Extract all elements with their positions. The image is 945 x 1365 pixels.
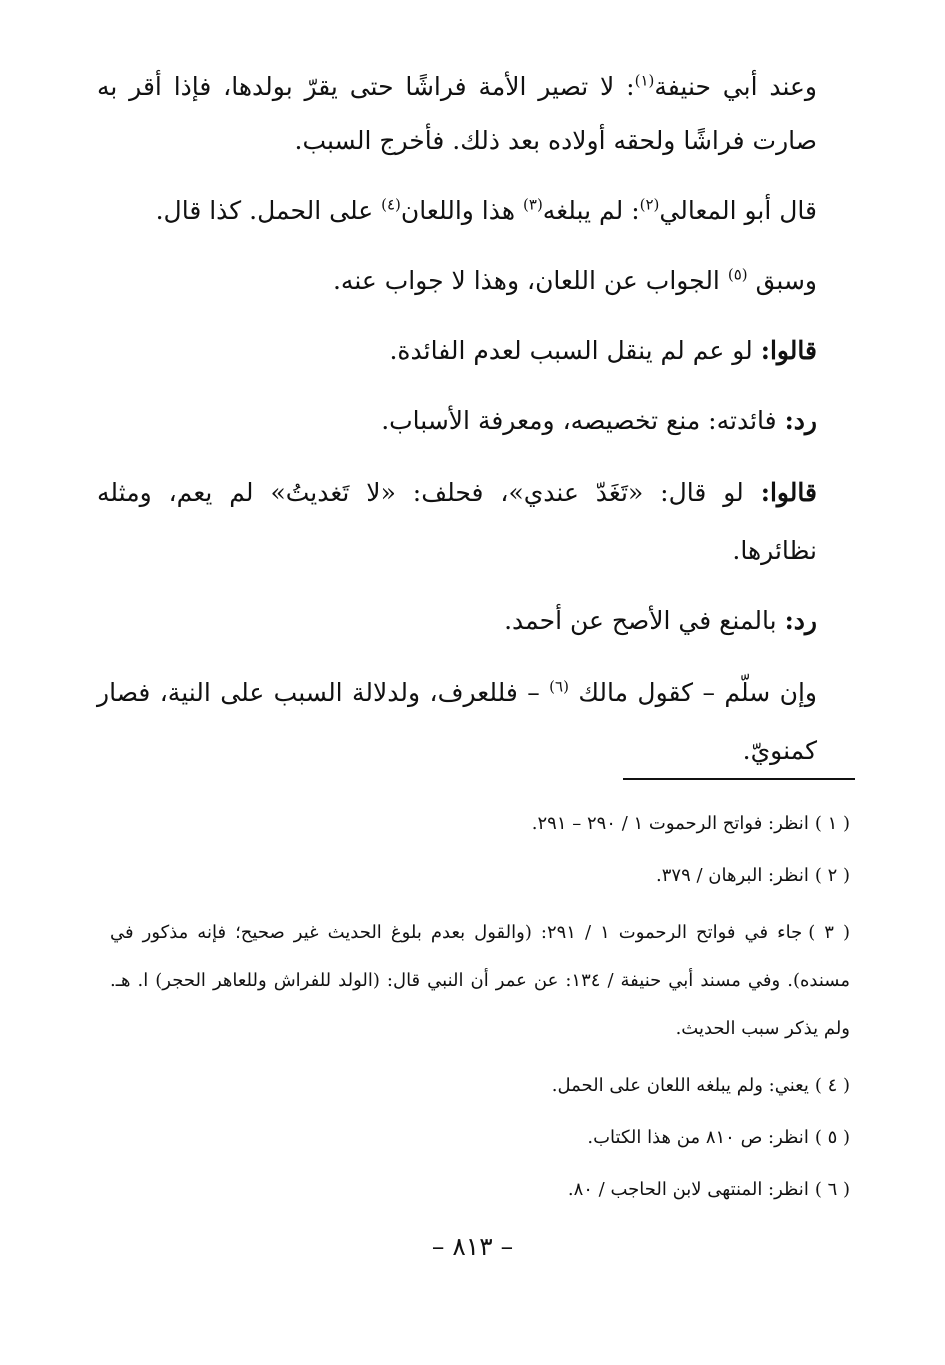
footnote-text: انظر: فواتح الرحموت ١ / ٢٩٠ – ٢٩١. <box>531 813 809 834</box>
paragraph-text: – فللعرف، ولدلالة السبب على النية، فصار كمنويّ. <box>97 678 817 765</box>
paragraph-text: : لا تصير الأمة فراشًا حتى يقرّ بولدها، فإذا أقر به صارت فراشًا ولحقه أولاده بعد ذلك. فأخرج السبب. <box>97 72 817 155</box>
footnote-ref[interactable]: (٢) <box>639 195 660 214</box>
paragraph-objection-1 <box>97 324 817 378</box>
paragraph-reply-1 <box>97 394 817 448</box>
footnote-number: ( ٥ ) <box>814 1127 850 1148</box>
paragraph-sabaq <box>97 254 817 308</box>
paragraph-text: : لم يبلغه <box>542 196 640 225</box>
footnote-5 <box>110 1119 850 1157</box>
footnotes-section <box>110 805 850 1223</box>
paragraph-abu-al-maali <box>97 184 817 238</box>
paragraph-text: فائدته: منع تخصيصه، ومعرفة الأسباب. <box>381 406 785 435</box>
paragraph-reply-2 <box>97 594 817 648</box>
footnote-ref[interactable]: (٦) <box>549 677 569 696</box>
footnote-3 <box>110 909 850 1053</box>
footnote-6 <box>110 1171 850 1209</box>
footnote-ref[interactable]: (٤) <box>381 195 401 214</box>
paragraph-abu-hanifa <box>97 60 817 168</box>
footnote-divider <box>623 778 855 780</box>
footnote-number: ( ٦ ) <box>814 1179 850 1200</box>
paragraph-concession <box>97 664 817 780</box>
paragraph-text: هذا واللعان <box>400 196 524 225</box>
footnote-number: ( ٣ ) <box>808 922 850 943</box>
footnote-number: ( ٤ ) <box>814 1075 850 1096</box>
footnote-ref[interactable]: (٥) <box>727 265 748 284</box>
footnote-ref[interactable]: (١) <box>634 71 655 90</box>
footnote-text: جاء في فواتح الرحموت ١ / ٢٩١: (والقول بعدم بلوغ الحديث غير صحيح؛ فإنه مذكور في مسنده). وفي مسند أبي حنيفة / ١٣٤: عن عمر أن النبي قال: (الولد للفراش وللعاهر الحجر) ا. هـ. ولم يذكر سبب الحديث. <box>110 922 850 1039</box>
paragraph-lead: رد: <box>784 406 817 435</box>
footnote-text: انظر: ص ٨١٠ من هذا الكتاب. <box>587 1127 809 1148</box>
main-text <box>97 60 817 780</box>
page-number: – ٨١٣ – <box>431 1232 514 1261</box>
paragraph-text: الجواب عن اللعان، وهذا لا جواب عنه. <box>332 266 728 295</box>
paragraph-text: وعند أبي حنيفة <box>654 72 817 101</box>
paragraph-text: لو عم لم ينقل السبب لعدم الفائدة. <box>389 336 761 365</box>
footnote-1 <box>110 805 850 843</box>
paragraph-text: لو قال: «تَغَدّ عندي»، فحلف: «لا تَغديتُ» لم يعم، ومثله نظائرها. <box>97 478 817 565</box>
paragraph-objection-2 <box>97 464 817 580</box>
footnote-text: انظر: المنتهى لابن الحاجب / ٨٠. <box>567 1179 809 1200</box>
footnote-number: ( ٢ ) <box>814 865 850 886</box>
paragraph-lead: قالوا: <box>760 336 817 365</box>
footnote-ref[interactable]: (٣) <box>523 195 543 214</box>
footnote-2 <box>110 857 850 895</box>
paragraph-lead: قالوا: <box>760 478 817 507</box>
paragraph-text: وسبق <box>747 266 817 295</box>
paragraph-text: على الحمل. كذا قال. <box>155 196 382 225</box>
footnote-text: انظر: البرهان / ٣٧٩. <box>656 865 809 886</box>
paragraph-lead: رد: <box>784 606 817 635</box>
footnote-4 <box>110 1067 850 1105</box>
paragraph-text: قال أبو المعالي <box>659 196 817 225</box>
paragraph-text: وإن سلّم – كقول مالك <box>568 678 817 707</box>
footnote-text: يعني: ولم يبلغه اللعان على الحمل. <box>551 1075 809 1096</box>
paragraph-text: بالمنع في الأصح عن أحمد. <box>504 606 785 635</box>
footnote-number: ( ١ ) <box>814 813 850 834</box>
